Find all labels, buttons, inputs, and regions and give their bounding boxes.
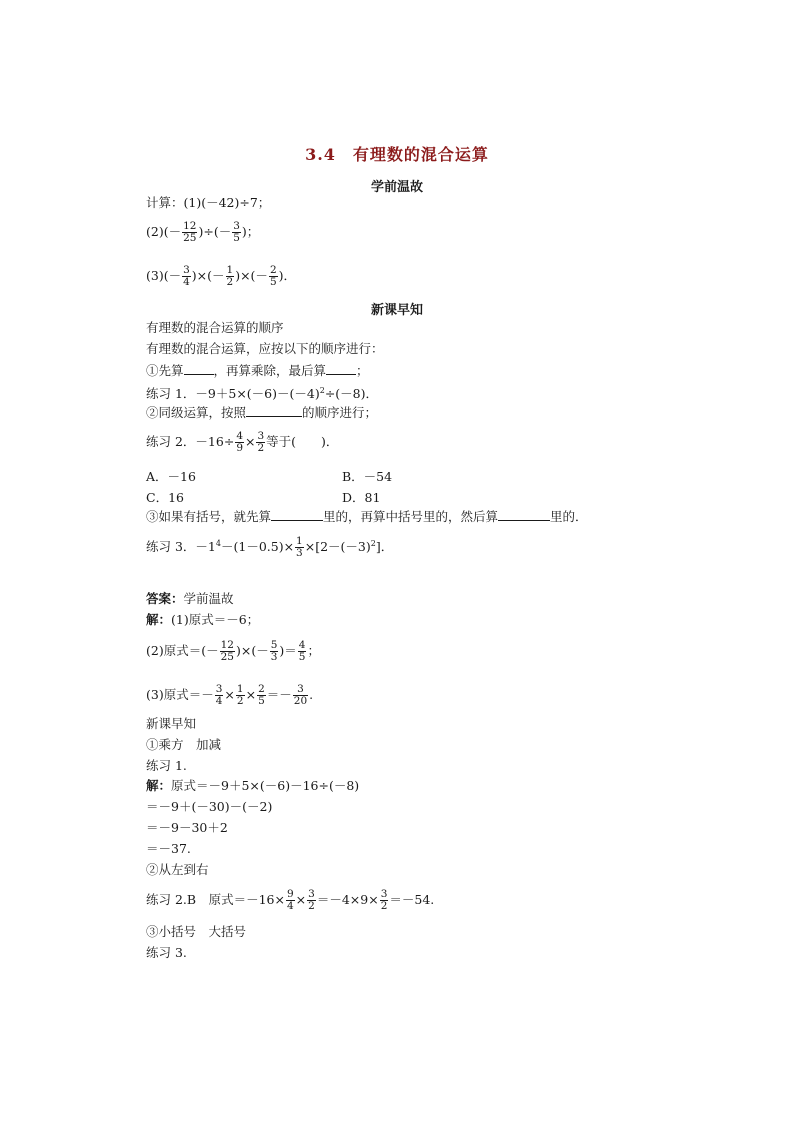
rule-1: ①先算 ，再算乘除，最后算 ； xyxy=(146,363,369,378)
calc-item-3: (3)(－ $\frac{3}{4}$ )×(－ $\frac{1}{2}$ )×(－ $\frac{2}{5}$ )． xyxy=(146,264,297,288)
answer-exercise-1-label: 练习 1. xyxy=(146,758,187,773)
rule-3: ③如果有括号，就先算 里的，再算中括号里的，然后算 里的． xyxy=(146,509,588,524)
option-b: B．－54 xyxy=(342,469,393,484)
answer-rule-3: ③小括号 大括号 xyxy=(146,924,247,939)
section-heading-pre: 学前温故 xyxy=(370,180,423,195)
fraction: $\frac{12}{25}$ xyxy=(183,220,197,244)
calc-item-1: 计算：(1)(－42)÷7； xyxy=(146,195,271,210)
fill-blank xyxy=(184,362,214,375)
fraction: $\frac{2}{5}$ xyxy=(258,683,265,707)
answer-exercise-1-step-3: ＝－9－30＋2 xyxy=(146,820,228,835)
answer-header: 答案：学前温故 xyxy=(146,591,234,606)
fraction: $\frac{3}{2}$ xyxy=(308,888,315,912)
fill-blank xyxy=(271,508,323,521)
fill-blank xyxy=(326,362,356,375)
fraction: $\frac{3}{5}$ xyxy=(233,220,240,244)
option-d: D．81 xyxy=(342,490,381,505)
order-title: 有理数的混合运算的顺序 xyxy=(146,320,284,335)
fraction: $\frac{5}{3}$ xyxy=(270,639,278,663)
fraction: $\frac{1}{3}$ xyxy=(296,535,303,560)
answer-1: 解：(1)原式＝－6； xyxy=(146,612,260,627)
answer-2: (2)原式＝(－ $\frac{12}{25}$ )×(－ $\frac{5}{3}$ )＝ $\frac{4}{5}$ ； xyxy=(146,639,320,663)
fraction: $\frac{1}{2}$ xyxy=(226,264,234,288)
fraction: $\frac{3}{4}$ xyxy=(215,683,223,707)
answer-exercise-3-label: 练习 3. xyxy=(146,945,187,960)
answer-exercise-2: 练习 2.B 原式＝－16× $\frac{9}{4}$ × $\frac{3}{2}$ ＝－4×9× $\frac{3}{2}$ ＝－54. xyxy=(146,888,435,912)
fraction: $\frac{4}{5}$ xyxy=(298,639,306,663)
answer-new-heading: 新课早知 xyxy=(146,716,197,731)
option-c: C．16 xyxy=(146,490,184,505)
fraction: $\frac{3}{4}$ xyxy=(183,264,190,288)
exercise-2: 练习 2．－16÷ $\frac{4}{9}$ × $\frac{3}{2}$ 等于( )． xyxy=(146,430,339,454)
fill-blank xyxy=(498,508,550,521)
calc-item-2: (2)(－ $\frac{12}{25}$ )÷(－ $\frac{3}{5}$ )； xyxy=(146,220,260,244)
option-a: A．－16 xyxy=(146,469,196,484)
rule-2: ②同级运算，按照 的顺序进行； xyxy=(146,405,378,420)
fill-blank xyxy=(246,404,302,417)
answer-3: (3)原式＝－ $\frac{3}{4}$ × $\frac{1}{2}$ × $\frac{2}{5}$ ＝－ $\frac{3}{20}$ . xyxy=(146,683,314,707)
fraction: $\frac{9}{4}$ xyxy=(286,888,294,912)
fraction: $\frac{3}{20}$ xyxy=(293,683,308,707)
section-heading-new: 新课早知 xyxy=(370,303,423,318)
fraction: $\frac{2}{5}$ xyxy=(269,264,277,288)
lesson-title: 3.4 有理数的混合运算 xyxy=(305,145,489,164)
fraction: $\frac{3}{2}$ xyxy=(380,888,388,912)
fraction: $\frac{3}{2}$ xyxy=(257,430,265,454)
answer-exercise-1-step-1: 解：原式＝－9＋5×(－6)－16÷(－8) xyxy=(146,778,360,793)
exercise-3: 练习 3．$-1^4-(1-0.5)\times$ $\frac{1}{3}$ $\times[2-(-3)^2]$． xyxy=(146,535,394,560)
fraction: $\frac{4}{9}$ xyxy=(236,430,243,454)
answer-rule-2: ②从左到右 xyxy=(146,862,209,877)
order-intro: 有理数的混合运算，应按以下的顺序进行： xyxy=(146,341,384,356)
fraction: $\frac{12}{25}$ xyxy=(220,639,234,663)
answer-exercise-1-step-4: ＝－37. xyxy=(146,841,191,856)
fraction: $\frac{1}{2}$ xyxy=(236,683,244,707)
answer-exercise-1-step-2: ＝－9＋(－30)－(－2) xyxy=(146,799,273,814)
exercise-1: 练习 1．$-9+5\times(-6)-(-4)^2\div(-8)$． xyxy=(146,386,378,402)
answer-rule-1: ①乘方 加减 xyxy=(146,737,222,752)
